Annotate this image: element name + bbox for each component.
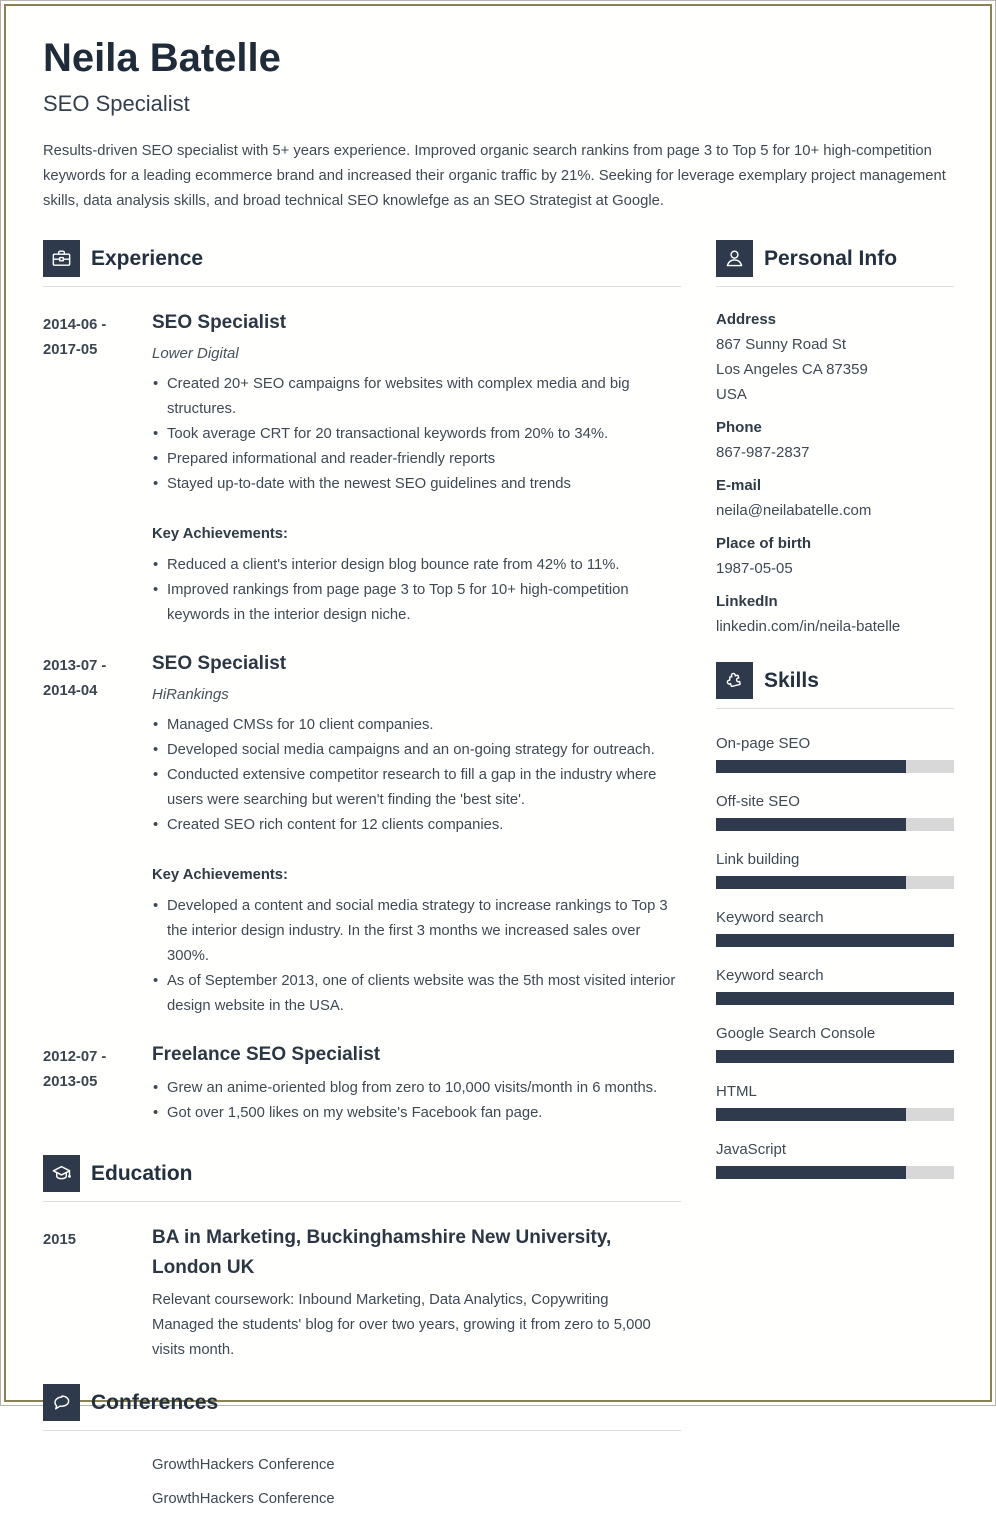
job-bullet: • Created 20+ SEO campaigns for websites with complex media and big structures. [152,372,681,422]
job-bullet: • Got over 1,500 likes on my website's Facebook fan page. [152,1101,681,1126]
skill-item [716,905,954,947]
address-line: Los Angeles CA 87359 [716,361,868,378]
skill-label: Keyword search [716,909,824,926]
email-value: neila@neilabatelle.com [716,502,872,519]
job-bullet-list [152,713,681,838]
key-achievements-label: Key Achievements: [152,526,288,542]
personal-info-title: Personal Info [764,246,898,270]
skill-bar-track [716,818,954,831]
job-dates: 2013-07 - 2014-04 [43,658,107,699]
job-title: SEO Specialist [152,312,287,333]
resume-header [43,35,953,214]
skill-bar-track [716,992,954,1005]
skill-bar-fill [716,876,906,889]
achievement-bullet: • Developed a content and social media strategy to increase rankings to Top 3 the interior design industry. In the first 3 months we increased sales over 300%. [152,894,681,969]
job-bullet: • Created SEO rich content for 12 clients companies. [152,813,681,838]
skill-label: Keyword search [716,967,824,984]
skill-item [716,963,954,1005]
experience-header [43,240,681,287]
skill-bar-track [716,876,954,889]
address-label: Address [716,311,777,328]
job-bullet-list [152,1076,681,1126]
linkedin-label: LinkedIn [716,593,778,610]
skills-section [716,662,954,1179]
skill-label: JavaScript [716,1141,787,1158]
job-dates: 2014-06 - 2017-05 [43,317,107,358]
education-section [43,1155,681,1363]
conferences-title: Conferences [91,1390,219,1414]
skills-title: Skills [764,668,819,692]
skill-label: Link building [716,851,800,868]
conference-list [152,1453,681,1512]
job-company: HiRankings [152,686,229,703]
job-title: Freelance SEO Specialist [152,1044,381,1065]
experience-section [43,240,681,1126]
job-dates: 2012-07 - 2013-05 [43,1049,107,1090]
education-entry [43,1223,681,1363]
job-bullet: • Managed CMSs for 10 client companies. [152,713,681,738]
job-bullet: • Grew an anime-oriented blog from zero to 10,000 visits/month in 6 months. [152,1076,681,1101]
skill-bar-track [716,1108,954,1121]
skill-label: On-page SEO [716,735,811,752]
conferences-header [43,1384,681,1431]
skill-bar-track [716,934,954,947]
linkedin-group [716,589,954,639]
key-achievements-label: Key Achievements: [152,867,288,883]
skill-label: Off-site SEO [716,793,800,810]
skill-item [716,1137,954,1179]
education-title: Education [91,1161,193,1185]
skill-bar-track [716,1050,954,1063]
achievement-bullet: • Improved rankings from page page 3 to Top 5 for 10+ high-competition keywords in the interior design niche. [152,578,681,628]
skill-item [716,1079,954,1121]
place-of-birth-label: Place of birth [716,535,812,552]
sidebar-column [716,240,954,1179]
achievement-list [152,553,681,628]
phone-value: 867-987-2837 [716,444,810,461]
job-title: SEO Specialist [152,653,287,674]
address-group [716,307,954,407]
achievement-bullet: • Reduced a client's interior design blog bounce rate from 42% to 11%. [152,553,681,578]
person-icon [716,240,753,277]
main-column [43,240,681,1521]
puzzle-icon [716,662,753,699]
phone-label: Phone [716,419,762,436]
professional-summary: Results-driven SEO specialist with 5+ years experience. Improved organic search rankins from page 3 to Top 5 for 10+ high-competition keywords for a leading ecommerce brand and increased their organic traffic by 21%. Seeking for leverage exemplary project management skills, data analysis skills, and broad technical SEO knowlefge as an SEO Strategist at Google. [43,143,946,209]
job-bullet: • Conducted extensive competitor research to fill a gap in the industry where users were searching but weren't finding the 'best site'. [152,763,681,813]
skill-item [716,789,954,831]
achievement-bullet: • As of September 2013, one of clients website was the 5th most visited interior design website in the USA. [152,969,681,1019]
address-line: 867 Sunny Road St [716,336,847,353]
skill-item [716,847,954,889]
skill-bar-track [716,1166,954,1179]
education-header [43,1155,681,1202]
job-company: Lower Digital [152,345,239,362]
phone-group [716,415,954,465]
job-title-subtitle: SEO Specialist [43,91,190,116]
skill-bar-fill [716,1050,954,1063]
skill-item [716,1021,954,1063]
skills-header [716,662,954,709]
job-entry [43,649,681,1019]
achievement-list [152,894,681,1019]
job-bullet: • Took average CRT for 20 transactional keywords from 20% to 34%. [152,422,681,447]
job-bullet: • Developed social media campaigns and an on-going strategy for outreach. [152,738,681,763]
briefcase-icon [43,240,80,277]
address-line: USA [716,386,747,403]
skill-label: Google Search Console [716,1025,876,1042]
skill-label: HTML [716,1083,757,1100]
skill-bar-fill [716,934,954,947]
birth-group [716,531,954,581]
skill-bar-fill [716,818,906,831]
skill-bar-fill [716,1108,906,1121]
skill-item [716,731,954,773]
job-bullet-list [152,372,681,497]
graduation-cap-icon [43,1155,80,1192]
skill-bar-fill [716,992,954,1005]
place-of-birth-value: 1987-05-05 [716,560,793,577]
speech-bubble-icon [43,1384,80,1421]
job-entry [43,308,681,628]
experience-title: Experience [91,246,204,270]
conference-item: GrowthHackers Conference [152,1491,335,1507]
personal-info-section [716,240,954,639]
job-entry [43,1040,681,1126]
conferences-section [43,1384,681,1512]
email-label: E-mail [716,477,762,494]
person-name: Neila Batelle [43,36,281,80]
education-description: Relevant coursework: Inbound Marketing, Data Analytics, Copywriting Managed the students' blog for over two years, growing it from zero to 5,000 visits month. [152,1292,651,1358]
personal-info-header [716,240,954,287]
education-year: 2015 [43,1232,76,1248]
degree-title: BA in Marketing, Buckinghamshire New University, London UK [152,1227,612,1278]
job-bullet: • Stayed up-to-date with the newest SEO guidelines and trends [152,472,681,497]
job-bullet: • Prepared informational and reader-friendly reports [152,447,681,472]
skill-bar-fill [716,1166,906,1179]
skill-bar-track [716,760,954,773]
linkedin-value: linkedin.com/in/neila-batelle [716,618,901,635]
conference-item: GrowthHackers Conference [152,1457,335,1473]
skill-bar-fill [716,760,906,773]
email-group [716,473,954,523]
